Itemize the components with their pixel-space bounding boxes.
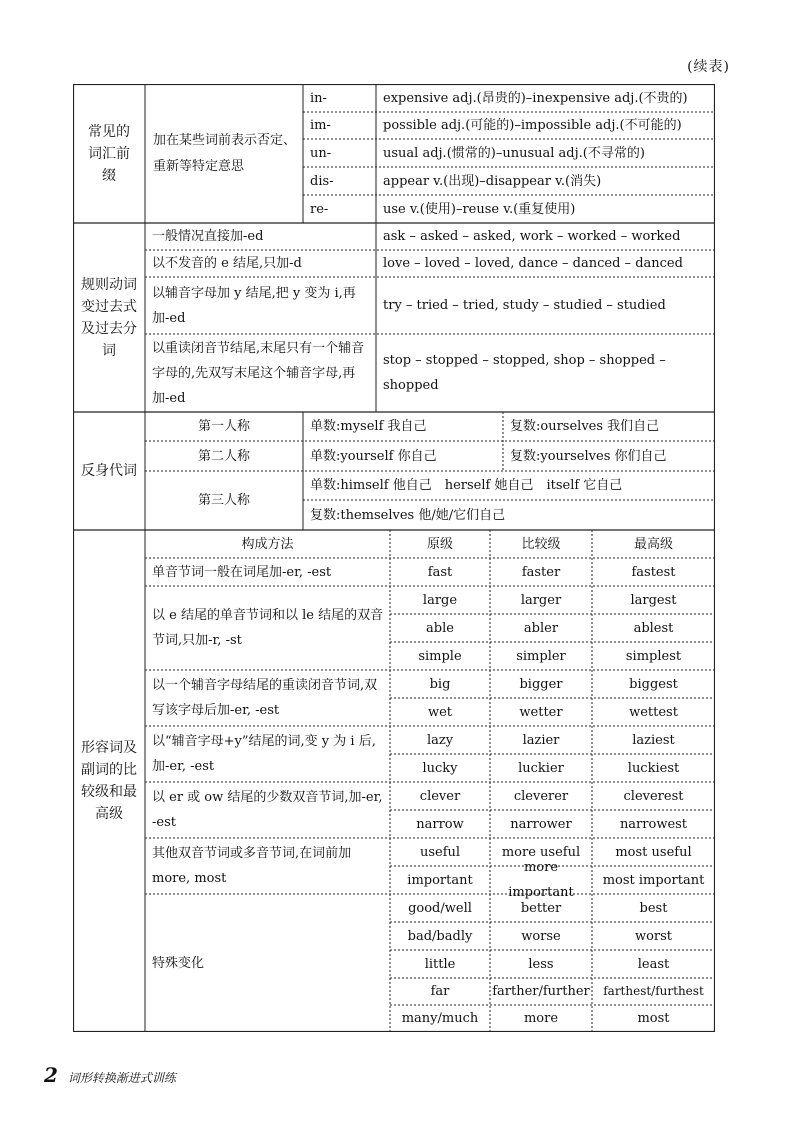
prefix-un: un- — [310, 145, 332, 161]
reflexive-second-singular: 单数:yourself 你自己 — [310, 448, 437, 464]
prefix-dis-example: appear v.(出现)–disappear v.(消失) — [383, 173, 602, 189]
verb-rule: 一般情况直接加-ed — [152, 229, 264, 244]
verb-rule: 以不发音的 e 结尾,只加-d — [152, 256, 302, 271]
comparative-cell: more useful — [501, 844, 581, 860]
prefix-in-example: expensive adj.(昂贵的)–inexpensive adj.(不贵的) — [383, 90, 688, 106]
prefix-im-example: possible adj.(可能的)–impossible adj.(不可能的) — [383, 118, 682, 133]
superlative-cell: most useful — [615, 844, 692, 860]
header-positive: 原级 — [426, 536, 453, 552]
comparative-cell: more important — [508, 860, 574, 900]
method-rule: 以一个辅音字母结尾的重读闭音节词,双写该字母后加-er, -est — [152, 678, 378, 718]
positive-cell: important — [407, 872, 473, 888]
superlative-cell: ablest — [633, 620, 674, 636]
comparative-cell: larger — [520, 592, 562, 608]
prefix-im: im- — [310, 118, 331, 133]
comparative-cell: wetter — [519, 704, 563, 720]
grammar-table — [73, 84, 715, 1032]
reflexive-third-person: 第三人称 — [197, 493, 250, 508]
page-number: 2 — [44, 1063, 58, 1087]
comparative-cell: bigger — [519, 676, 563, 692]
verb-example: try – tried – tried, study – studied – studied — [383, 298, 666, 313]
superlative-cell: cleverest — [623, 788, 684, 804]
comparative-cell: farther/further — [492, 984, 590, 999]
superlative-cell: fastest — [631, 564, 676, 580]
comparative-cell: cleverer — [513, 788, 569, 804]
book-title: 词形转换渐进式训练 — [67, 1071, 176, 1085]
section-reflexive-label: 反身代词 — [81, 463, 137, 479]
prefix-in: in- — [310, 90, 327, 106]
positive-cell: fast — [427, 564, 453, 580]
verb-rule: 以辅音字母加 y 结尾,把 y 变为 i,再加-ed — [152, 285, 356, 326]
prefix-re-example: use v.(使用)–reuse v.(重复使用) — [383, 201, 576, 217]
superlative-cell: farthest/furthest — [603, 984, 704, 998]
comparative-cell: worse — [521, 928, 561, 944]
positive-cell: far — [430, 984, 450, 999]
superlative-cell: simplest — [625, 648, 682, 664]
reflexive-third-singular: 单数:himself 他自己 herself 她自己 itself 它自己 — [310, 478, 623, 493]
comparative-cell: better — [520, 900, 562, 916]
continued-label: (续表) — [687, 59, 730, 75]
superlative-cell: largest — [630, 592, 677, 608]
superlative-cell: narrowest — [619, 816, 688, 832]
positive-cell: big — [429, 676, 451, 692]
superlative-cell: biggest — [629, 676, 678, 692]
method-rule: 以“辅音字母+y”结尾的词,变 y 为 i 后,加-er, -est — [152, 734, 376, 774]
reflexive-first-plural: 复数:ourselves 我们自己 — [510, 419, 660, 434]
reflexive-second-plural: 复数:yourselves 你们自己 — [510, 448, 667, 464]
comparative-cell: more — [523, 1011, 559, 1026]
prefix-re: re- — [310, 201, 329, 217]
positive-cell: good/well — [408, 900, 472, 916]
method-rule: 单音节词一般在词尾加-er, -est — [152, 564, 332, 580]
positive-cell: large — [422, 592, 458, 608]
comparative-cell: luckier — [518, 760, 564, 776]
method-rule: 以 er 或 ow 结尾的少数双音节词,加-er, -est — [152, 790, 383, 830]
verb-example: stop – stopped – stopped, shop – shopped – shopped — [383, 353, 666, 393]
positive-cell: useful — [419, 844, 461, 860]
superlative-cell: laziest — [632, 732, 675, 748]
positive-cell: wet — [427, 704, 453, 720]
method-rule: 特殊变化 — [152, 955, 205, 971]
section-prefix-label: 常见的词汇前缀 — [88, 123, 130, 184]
comparative-cell: simpler — [516, 648, 566, 664]
superlative-cell: worst — [634, 928, 673, 944]
superlative-cell: wettest — [629, 704, 678, 720]
comparative-cell: abler — [523, 620, 559, 636]
page-footer — [44, 1063, 176, 1087]
positive-cell: able — [426, 620, 454, 636]
prefix-un-example: usual adj.(惯常的)–unusual adj.(不寻常的) — [383, 145, 645, 161]
reflexive-first-person: 第一人称 — [197, 419, 250, 434]
positive-cell: many/much — [401, 1011, 479, 1026]
superlative-cell: luckiest — [627, 760, 680, 776]
verb-example: love – loved – loved, dance – danced – danced — [383, 256, 683, 271]
positive-cell: lucky — [422, 760, 458, 776]
comparative-cell: less — [528, 956, 554, 972]
reflexive-first-singular: 单数:myself 我自己 — [310, 419, 427, 434]
reflexive-third-plural: 复数:themselves 他/她/它们自己 — [310, 507, 506, 523]
reflexive-second-person: 第二人称 — [197, 448, 250, 464]
method-rule: 其他双音节词或多音节词,在词前加 more, most — [152, 846, 352, 886]
section-comparison-label: 形容词及副词的比较级和最高级 — [81, 740, 137, 822]
positive-cell: narrow — [416, 816, 464, 832]
comparative-cell: narrower — [510, 816, 572, 832]
prefix-note: 加在某些词前表示否定、重新等特定意思 — [153, 132, 297, 174]
section-regular-verb-label: 规则动词变过去式及过去分词 — [81, 276, 137, 359]
superlative-cell: least — [637, 956, 670, 972]
verb-example: ask – asked – asked, work – worked – worked — [383, 229, 681, 244]
positive-cell: clever — [419, 788, 461, 804]
positive-cell: simple — [418, 648, 462, 664]
verb-rule: 以重读闭音节结尾,末尾只有一个辅音字母的,先双写末尾这个辅音字母,再加-ed — [152, 340, 365, 406]
comparative-cell: faster — [521, 564, 561, 580]
superlative-cell: most important — [602, 872, 705, 888]
superlative-cell: best — [639, 900, 668, 916]
positive-cell: little — [424, 956, 456, 972]
positive-cell: bad/badly — [407, 928, 473, 944]
header-superlative: 最高级 — [633, 536, 673, 552]
comparative-cell: lazier — [522, 732, 560, 748]
positive-cell: lazy — [426, 732, 454, 748]
header-method: 构成方法 — [241, 536, 294, 552]
superlative-cell: most — [637, 1011, 670, 1026]
prefix-dis: dis- — [310, 173, 334, 189]
header-comparative: 比较级 — [521, 536, 561, 552]
method-rule: 以 e 结尾的单音节词和以 le 结尾的双音节词,只加-r, -st — [152, 608, 384, 648]
